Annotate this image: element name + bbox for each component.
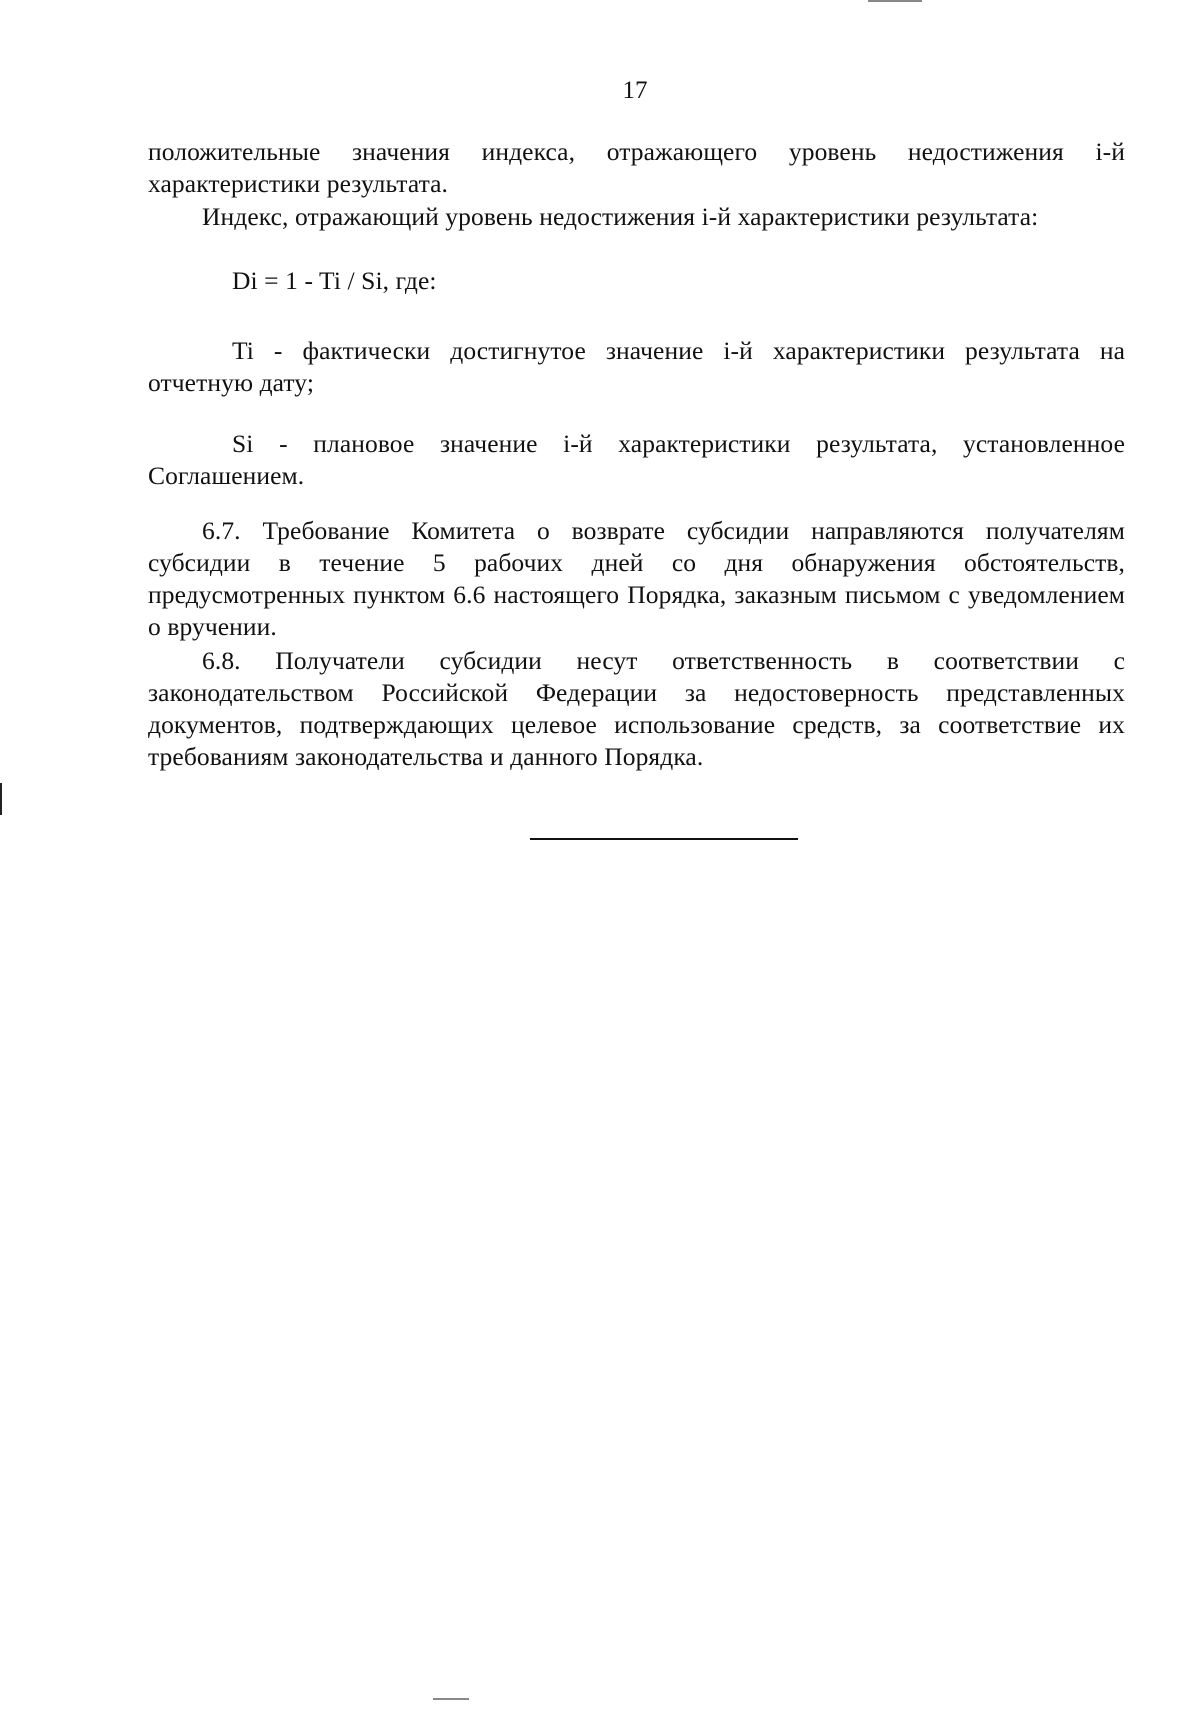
clause-6-8: 6.8. Получатели субсидии несут ответственность в соответствии с законодательством Российской Федерации за недостоверность представленных документов, подтверждающих целевое использование средств, за соответствие их требованиям законодательства и данного Порядка. [148,646,1125,771]
paragraph-continuation: положительные значения индекса, отражающего уровень недостижения i-й характеристики результата. [148,137,1125,198]
scan-artifact-left [0,783,2,815]
page-number: 17 [622,77,648,104]
definition-si: Si - плановое значение i-й характеристики результата, установленное Соглашением. [148,429,1125,490]
clause-6-7: 6.7. Требование Комитета о возврате субсидии направляются получателям субсидии в течение 5 рабочих дней со дня обнаружения обстоятельств, предусмотренных пунктом 6.6 настоящего Порядка, заказным письмом с уведомлением о вручении. [148,516,1125,641]
scan-artifact-bottom [433,1698,469,1700]
end-of-document-rule [530,838,798,840]
formula: Di = 1 - Ti / Si, где: [232,266,437,295]
paragraph-index-definition: Индекс, отражающий уровень недостижения i-й характеристики результата: [202,202,1039,231]
definition-ti: Ti - фактически достигнутое значение i-й характеристики результата на отчетную дату; [148,336,1125,397]
scan-artifact-top [868,0,922,2]
